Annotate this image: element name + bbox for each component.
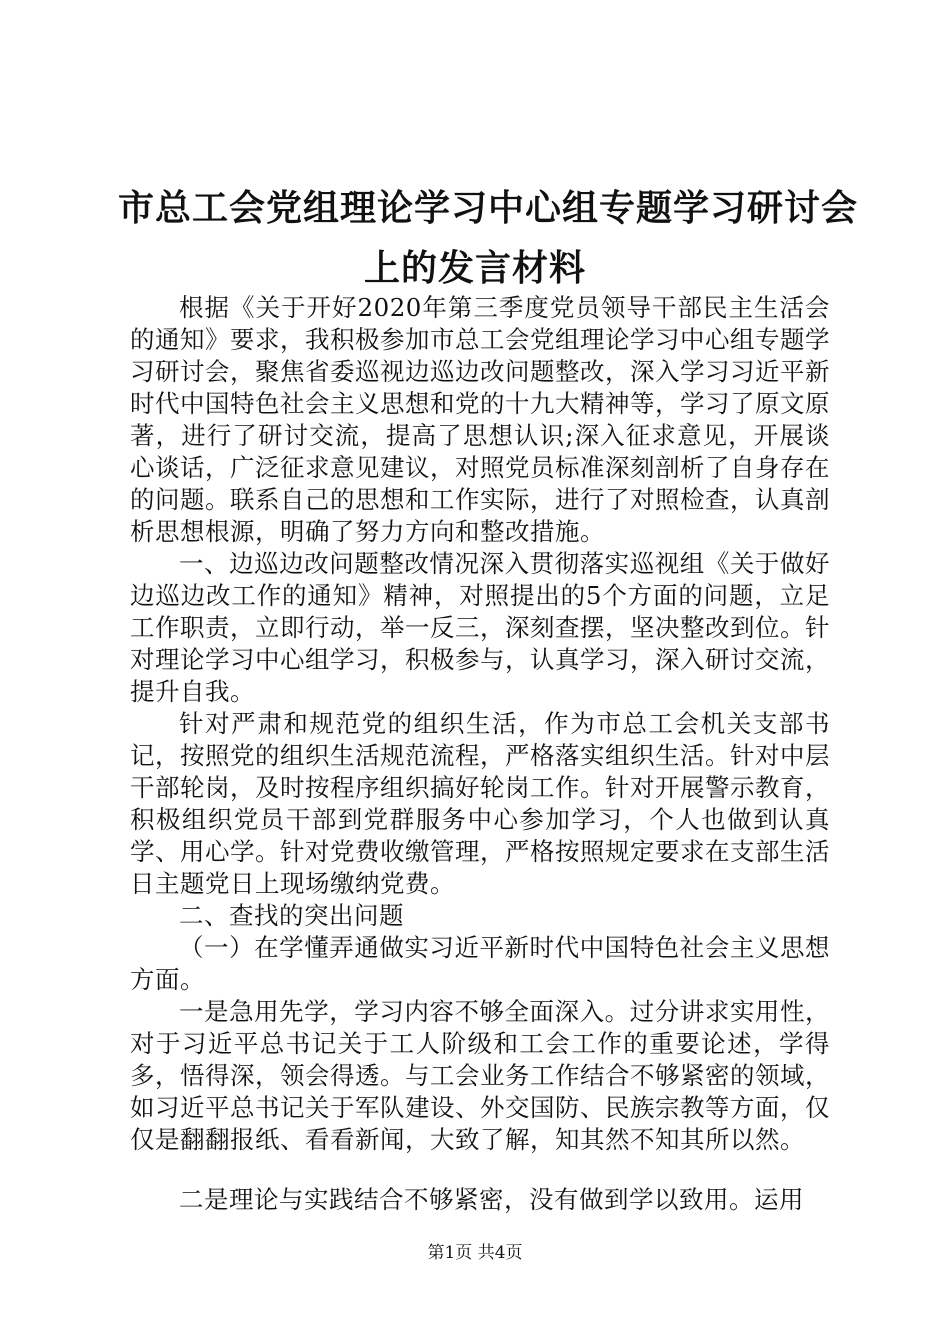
paragraph-organization-life: 针对严肃和规范党的组织生活，作为市总工会机关支部书记，按照党的组织生活规范流程，严格落实组织生活。针对中层干部轮岗，及时按程序组织搞好轮岗工作。针对开展警示教育，积极组织党员干部到党群服务中心参加学习，个人也做到认真学、用心学。针对党费收缴管理，严格按照规定要求在支部生活日主题党日上现场缴纳党费。 bbox=[130, 709, 830, 898]
subsection-heading-1: （一）在学懂弄通做实习近平新时代中国特色社会主义思想方面。 bbox=[130, 933, 830, 994]
page-footer: 第1页 共4页 bbox=[427, 1243, 523, 1263]
document-title-line-1: 市总工会党组理论学习中心组专题学习研讨会 bbox=[118, 187, 859, 229]
document-body bbox=[130, 292, 830, 1216]
paragraph-point-2: 二是理论与实践结合不够紧密，没有做到学以致用。运用 bbox=[179, 1185, 804, 1214]
paragraph-section-1: 一、边巡边改问题整改情况深入贯彻落实巡视组《关于做好边巡边改工作的通知》精神，对照提出的5个方面的问题，立足工作职责，立即行动，举一反三，深刻查摆，坚决整改到位。针对理论学习中心组学习，积极参与，认真学习，深入研讨交流，提升自我。 bbox=[130, 549, 830, 706]
section-heading-problems: 二、查找的突出问题 bbox=[179, 901, 404, 930]
paragraph-point-1: 一是急用先学，学习内容不够全面深入。过分讲求实用性，对于习近平总书记关于工人阶级和工会工作的重要论述，学得多，悟得深，领会得透。与工会业务工作结合不够紧密的领域，如习近平总书记关于军队建设、外交国防、民族宗教等方面，仅仅是翻翻报纸、看看新闻，大致了解，知其然不知其所以然。 bbox=[130, 997, 830, 1154]
paragraph-intro: 根据《关于开好2020年第三季度党员领导干部民主生活会的通知》要求，我积极参加市总工会党组理论学习中心组专题学习研讨会，聚焦省委巡视边巡边改问题整改，深入学习习近平新时代中国特色社会主义思想和党的十九大精神等，学习了原文原著，进行了研讨交流，提高了思想认识;深入征求意见，开展谈心谈话，广泛征求意见建议，对照党员标准深刻剖析了自身存在的问题。联系自己的思想和工作实际，进行了对照检查，认真剖析思想根源，明确了努力方向和整改措施。 bbox=[130, 293, 830, 546]
document-title-line-2: 上的发言材料 bbox=[363, 247, 586, 289]
